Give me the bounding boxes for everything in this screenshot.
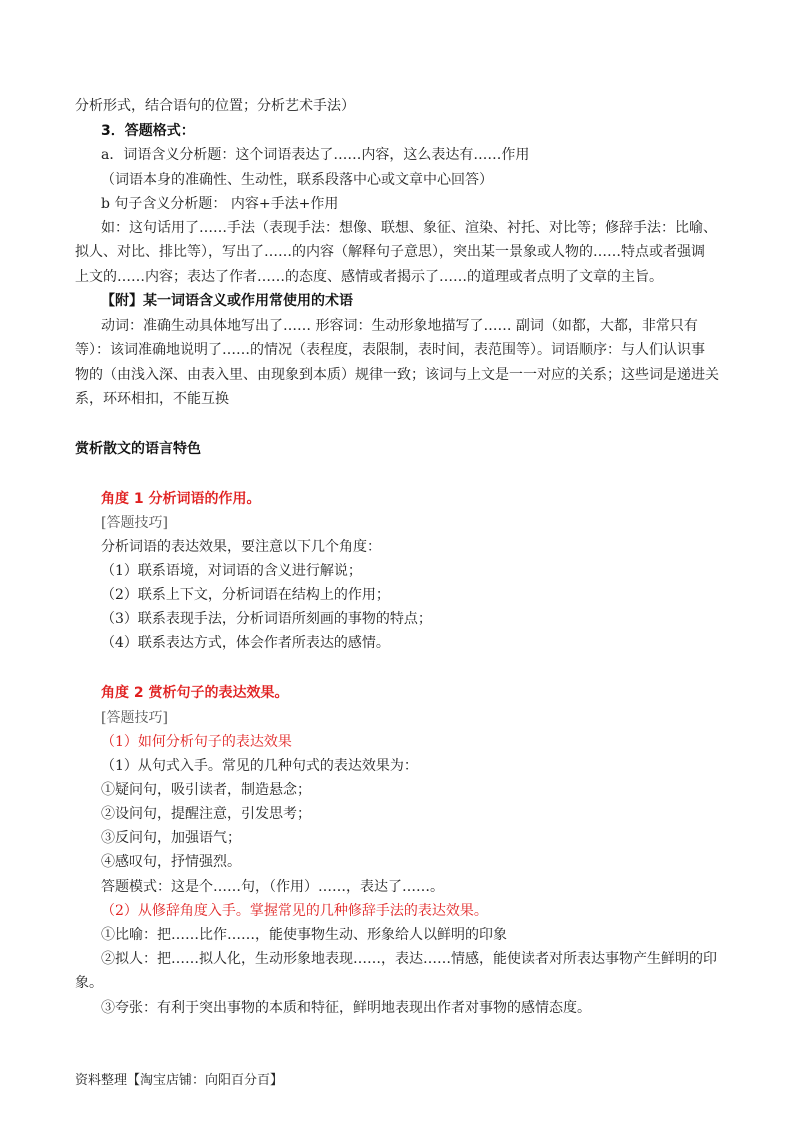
text-line: a．词语含义分析题：这个词语表达了……内容，这么表达有……作用: [101, 147, 530, 163]
text-line: 答题模式：这是个……句，（作用）……，表达了……。: [101, 879, 444, 895]
text-line: 动词：准确生动具体地写出了…… 形容词：生动形象地描写了…… 副词（如都，大都，非常只有: [101, 318, 698, 334]
text-line: 如：这句话用了……手法（表现手法：想像、联想、象征、渲染、衬托、对比等；修辞手法：比喻、: [101, 220, 717, 236]
text-line: 拟人、对比、排比等），写出了……的内容（解释句子意思），突出某一景象或人物的……特点或者强调: [75, 244, 705, 260]
subheading-red: （2）从修辞角度入手。掌握常见的几种修辞手法的表达效果。: [101, 903, 488, 919]
page-footer: 资料整理【淘宝店铺：向阳百分百】: [75, 1073, 284, 1088]
list-item: ①疑问句，吸引读者，制造悬念；: [101, 782, 311, 798]
answer-skill-label: [答题技巧]: [101, 515, 168, 531]
list-item: ②拟人：把……拟人化，生动形象地表现……，表达……情感，能使读者对所表达事物产生鲜明的印: [101, 951, 717, 967]
text-line: （词语本身的准确性、生动性，联系段落中心或文章中心回答）: [101, 172, 493, 188]
appendix-heading: 【附】某一词语含义或作用常使用的术语: [101, 293, 353, 309]
list-item: ②设问句，提醒注意，引发思考；: [101, 806, 311, 822]
angle-1-heading: 角度 1 分析词语的作用。: [101, 491, 261, 507]
section-heading-answer-format: 3．答题格式：: [101, 123, 195, 139]
text-line: 等）：该词准确地说明了……的情况（表程度，表限制，表时间，表范围等）。词语顺序：与人们认识事: [75, 342, 705, 358]
text-line: 分析词语的表达效果，要注意以下几个角度：: [101, 539, 381, 555]
text-line: 物的（由浅入深、由表入里、由现象到本质）规律一致；该词与上文是一一对应的关系；这些词是递进关: [75, 367, 719, 383]
list-item: （1）联系语境，对词语的含义进行解说；: [101, 563, 362, 579]
text-line: 分析形式，结合语句的位置；分析艺术手法）: [75, 98, 355, 114]
list-item: ④感叹句，抒情强烈。: [101, 854, 241, 870]
list-item: ①比喻：把……比作……，能使事物生动、形象给人以鲜明的印象: [101, 927, 507, 943]
text-line: b 句子含义分析题： 内容+手法+作用: [101, 196, 339, 212]
list-item: （2）联系上下文，分析词语在结构上的作用；: [101, 587, 390, 603]
subheading-red: （1）如何分析句子的表达效果: [101, 734, 292, 750]
angle-2-heading: 角度 2 赏析句子的表达效果。: [101, 685, 289, 701]
text-line: 上文的……内容；表达了作者……的态度、感情或者揭示了……的道理或者点明了文章的主旨。: [75, 269, 663, 285]
list-item: （4）联系表达方式，体会作者所表达的感情。: [101, 635, 390, 651]
section-title: 赏析散文的语言特色: [75, 441, 201, 457]
list-item: （3）联系表现手法，分析词语所刻画的事物的特点；: [101, 611, 432, 627]
text-line: （1）从句式入手。常见的几种句式的表达效果为：: [101, 758, 418, 774]
text-line: 象。: [75, 975, 103, 991]
text-line: 系，环环相扣，不能互换: [75, 391, 229, 407]
list-item: ③反问句，加强语气；: [101, 830, 241, 846]
list-item: ③夸张：有利于突出事物的本质和特征，鲜明地表现出作者对事物的感情态度。: [101, 1000, 591, 1016]
answer-skill-label: [答题技巧]: [101, 710, 168, 726]
